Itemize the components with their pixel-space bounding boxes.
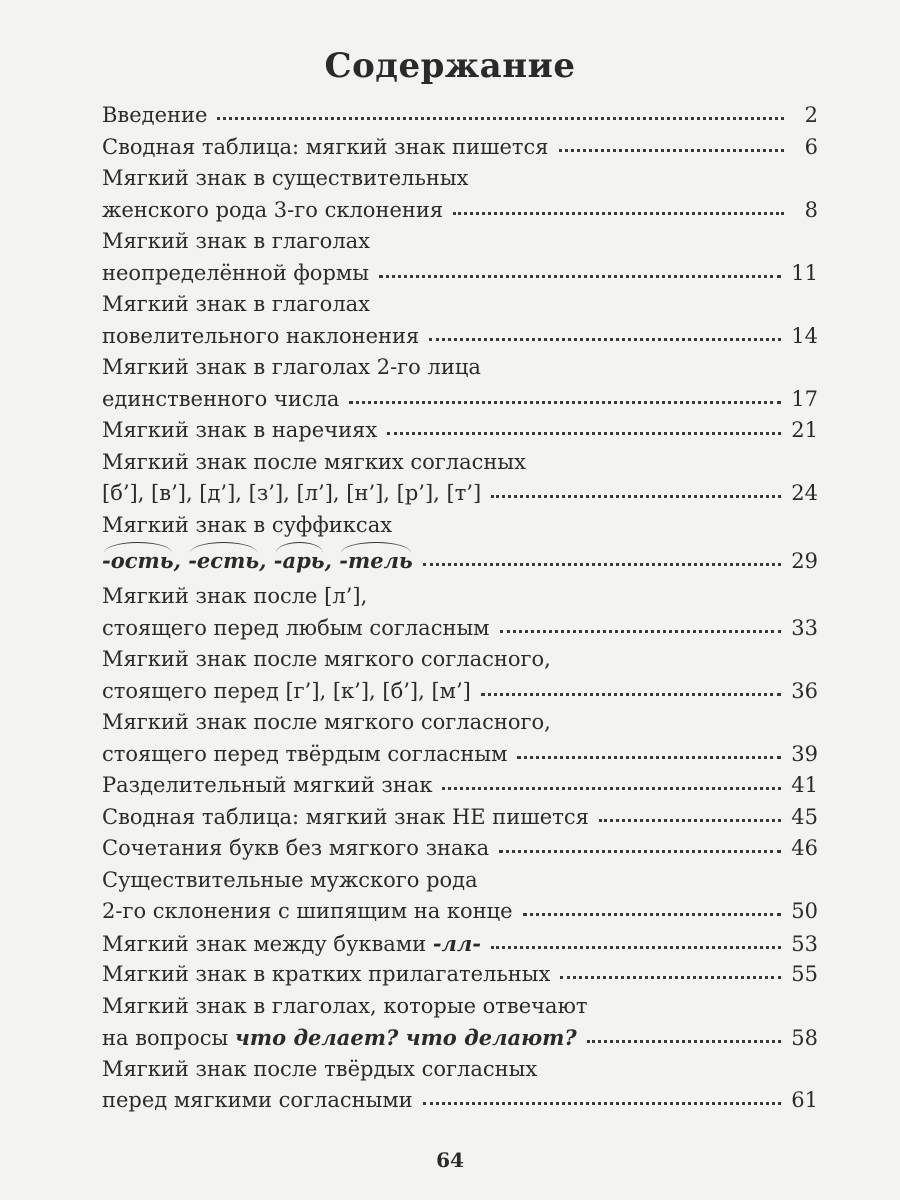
suffix-est: -есть <box>188 545 259 577</box>
toc-page-number: 53 <box>791 931 818 956</box>
toc-entry <box>102 581 818 644</box>
dot-leader <box>491 495 781 498</box>
toc-entry-title: Сводная таблица: мягкий знак пишется <box>102 134 549 159</box>
toc-entry-title: стоящего перед любым согласным <box>102 615 490 640</box>
toc-entry-line: Мягкий знак в глаголах <box>102 292 371 316</box>
dot-leader <box>453 212 784 215</box>
toc-entry-title: Введение <box>102 103 208 127</box>
dot-leader <box>349 401 781 404</box>
dot-leader <box>423 563 781 566</box>
toc-entry-title: Мягкий знак в кратких прилагательных <box>102 962 551 986</box>
toc-entry-line: Мягкий знак в глаголах 2-го лица <box>102 355 481 379</box>
dot-leader <box>379 275 781 278</box>
dot-leader <box>500 630 782 633</box>
dot-leader <box>442 787 781 790</box>
dot-leader <box>481 693 781 696</box>
dot-leader <box>217 117 784 120</box>
toc-entry <box>102 928 818 960</box>
toc-entry-line: Мягкий знак после [л’], <box>102 584 368 608</box>
toc-page-number: 46 <box>791 836 818 860</box>
toc-entry-title: единственного числа <box>102 386 340 411</box>
suffix-ost: -ость <box>102 545 174 577</box>
toc-entry <box>102 415 818 447</box>
toc-page-number: 6 <box>804 134 818 159</box>
toc-entry-title: стоящего перед твёрдым согласным <box>102 741 508 766</box>
dot-leader <box>587 1040 782 1043</box>
toc-entry <box>102 100 818 132</box>
toc-entry-title: Разделительный мягкий знак <box>102 773 433 797</box>
suffix-list: -ость, -есть, -арь, -тель <box>102 545 413 578</box>
toc-page-number: 11 <box>791 260 818 285</box>
toc-page-number: 50 <box>791 899 818 923</box>
toc-entry <box>102 644 818 707</box>
toc-entry <box>102 991 818 1054</box>
toc-entry-line: Мягкий знак после мягких согласных <box>102 449 526 474</box>
italic-letters: -лл- <box>432 930 482 956</box>
toc-entry-title: повелительного наклонения <box>102 323 420 348</box>
toc-entry <box>102 707 818 770</box>
toc-page-number: 17 <box>791 386 818 411</box>
toc-entry-line: Мягкий знак после твёрдых согласных <box>102 1056 538 1081</box>
toc-entry-line: Мягкий знак в глаголах, которые отвечают <box>102 993 588 1018</box>
toc-entry-title: перед мягкими согласными <box>102 1088 413 1112</box>
toc-page-number: 8 <box>804 197 818 222</box>
toc-entry <box>102 865 818 928</box>
toc-entry <box>102 833 818 865</box>
toc-page-number: 14 <box>791 323 818 348</box>
toc-entry <box>102 132 818 164</box>
toc-page-number: 36 <box>791 678 818 703</box>
toc-entry-title: Мягкий знак в наречиях <box>102 418 378 442</box>
dot-leader <box>429 338 781 341</box>
toc-entry-title: стоящего перед [г’], [к’], [б’], [м’] <box>102 678 471 703</box>
toc-entry <box>102 770 818 802</box>
italic-questions: что делает? что делают? <box>234 1025 577 1050</box>
toc-page-number: 33 <box>791 615 818 640</box>
toc-page-number: 29 <box>791 549 818 573</box>
dot-leader <box>523 913 782 916</box>
page-title: Содержание <box>324 46 576 86</box>
toc-page-number: 58 <box>791 1026 818 1050</box>
dot-leader <box>517 756 781 759</box>
toc-entry-title: женского рода 3-го склонения <box>102 197 444 222</box>
toc-entry <box>102 447 818 510</box>
toc-entry <box>102 163 818 226</box>
toc-page-number: 45 <box>791 804 818 829</box>
suffix-tel: -тель <box>339 545 413 577</box>
toc-page-number: 55 <box>791 962 818 986</box>
toc-entry <box>102 802 818 834</box>
toc-page-number: 2 <box>804 103 818 127</box>
toc-entry <box>102 1054 818 1117</box>
toc-page-number: 39 <box>791 741 818 766</box>
dot-leader <box>423 1102 782 1105</box>
toc-entry-line: Существительные мужского рода <box>102 867 478 892</box>
toc-entry-title: [б’], [в’], [д’], [з’], [л’], [н’], [р’], [т’] <box>102 481 482 505</box>
toc-entry <box>102 289 818 352</box>
dot-leader <box>387 432 781 435</box>
toc-entry-title: 2-го склонения с шипящим на конце <box>102 899 513 923</box>
toc-entry-title: неопределённой формы <box>102 260 369 285</box>
toc-page-number: 41 <box>791 773 818 797</box>
dot-leader <box>499 850 781 853</box>
toc-entry <box>102 226 818 289</box>
toc-page-number: 24 <box>791 481 818 505</box>
page-number: 64 <box>436 1148 464 1172</box>
toc-entry-title: Сводная таблица: мягкий знак НЕ пишется <box>102 804 589 829</box>
toc-entry <box>102 352 818 415</box>
toc-entry-line: Мягкий знак в существительных <box>102 166 469 190</box>
toc-entry <box>102 959 818 991</box>
toc-entry-title: на вопросы что делает? что делают? <box>102 1025 577 1050</box>
dot-leader <box>559 149 784 152</box>
suffix-ar: -арь <box>274 545 325 577</box>
dot-leader <box>560 976 781 979</box>
toc-entry-title: Сочетания букв без мягкого знака <box>102 836 490 860</box>
toc-entry-line: Мягкий знак после мягкого согласного, <box>102 647 551 671</box>
toc-entry-line: Мягкий знак в суффиксах <box>102 512 393 537</box>
dot-leader <box>491 946 781 949</box>
toc-page-number: 21 <box>791 418 818 442</box>
table-of-contents <box>102 100 818 1117</box>
toc-entry-line: Мягкий знак после мягкого согласного, <box>102 710 551 734</box>
toc-entry <box>102 510 818 582</box>
dot-leader <box>599 819 781 822</box>
toc-page-number: 61 <box>791 1088 818 1112</box>
toc-entry-line: Мягкий знак в глаголах <box>102 229 371 253</box>
toc-entry-title: Мягкий знак между буквами -лл- <box>102 930 482 956</box>
